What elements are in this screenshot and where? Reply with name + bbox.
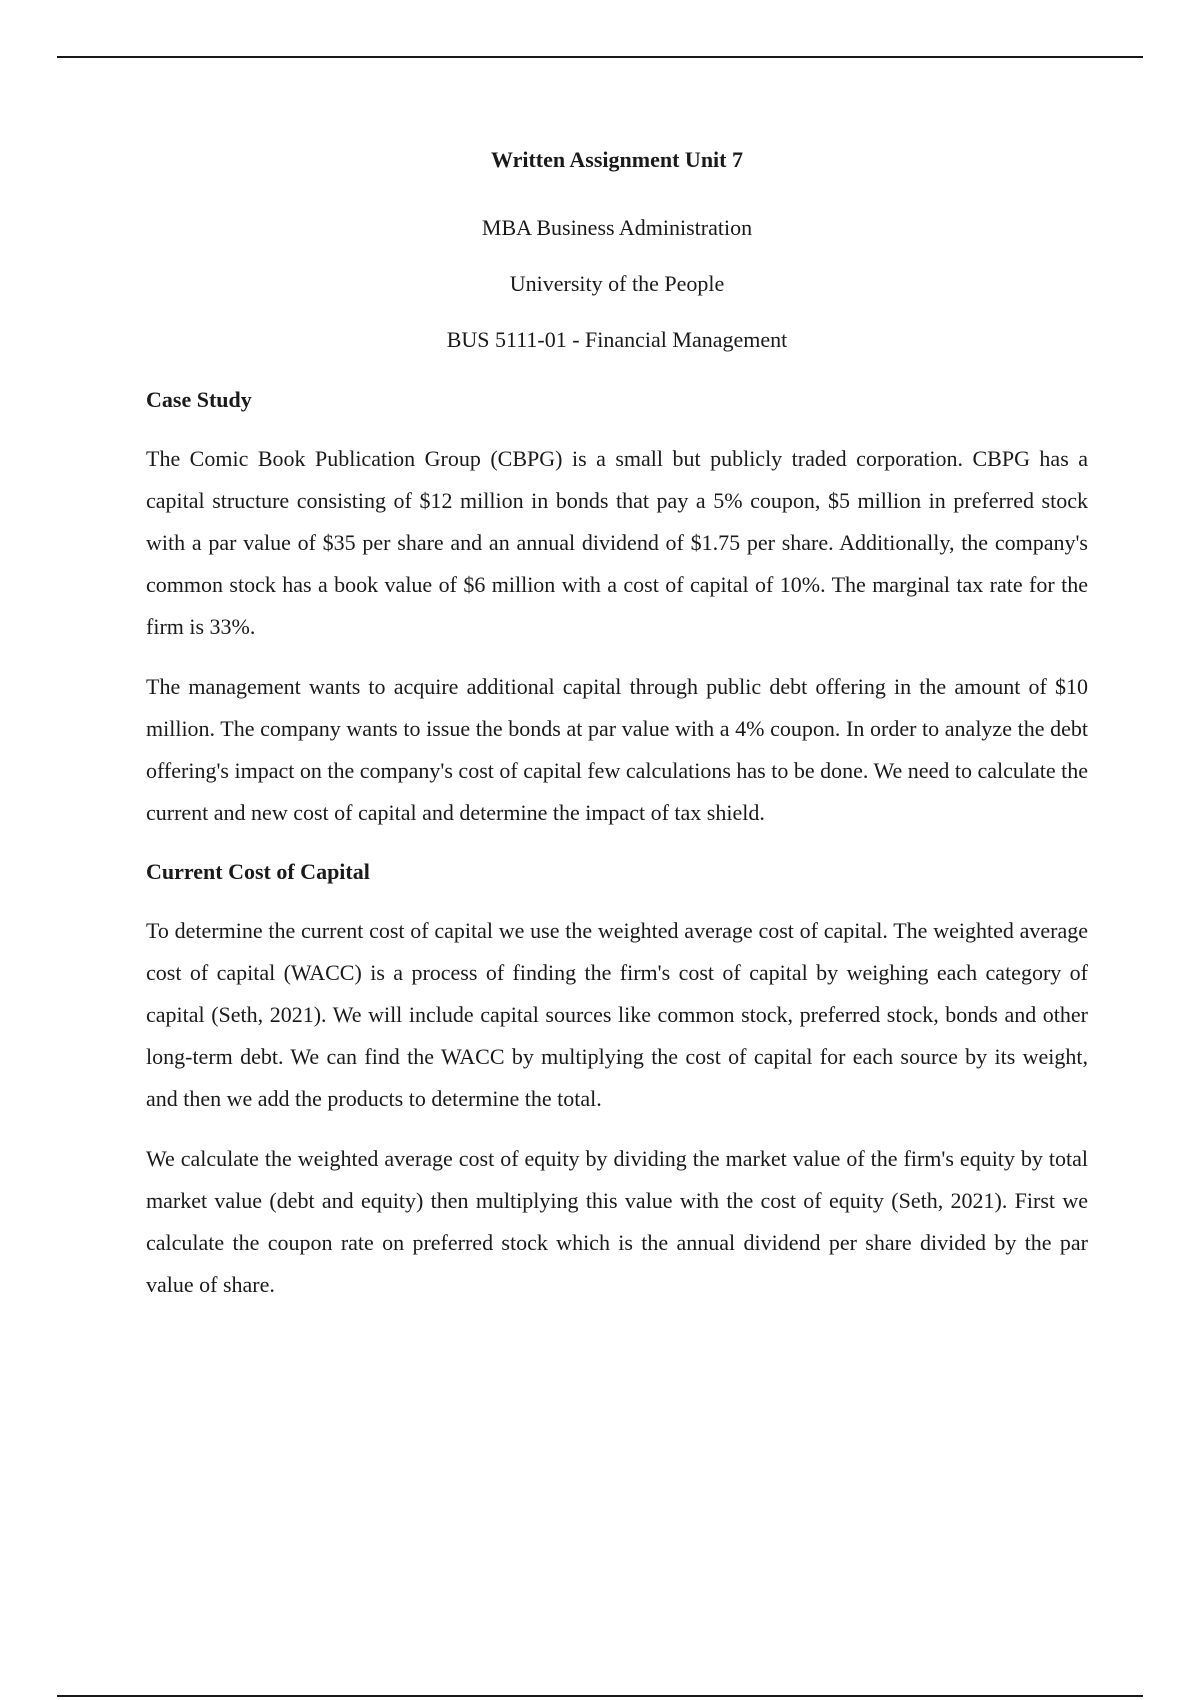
current-cost-paragraph-1: To determine the current cost of capital we use the weighted average cost of capital. The weighted average cost of capital (WACC) is a process of finding the firm's cost of capital by weighing each category of capital (Seth, 2021). We will include capital sources like common stock, preferred stock, bonds and other long-term debt. We can find the WACC by multiplying the cost of capital for each source by its weight, and then we add the products to determine the total. <box>146 918 1088 1111</box>
case-study-paragraph-1: The Comic Book Publication Group (CBPG) is a small but publicly traded corporation. CBPG has a capital structure consisting of $12 million in bonds that pay a 5% coupon, $5 million in preferred stock with a par value of $35 per share and an annual dividend of $1.75 per share. Additionally, the company's common stock has a book value of $6 million with a cost of capital of 10%. The marginal tax rate for the firm is 33%. <box>146 446 1088 639</box>
university-name: University of the People <box>509 271 725 296</box>
top-rule <box>57 56 1143 58</box>
document-title: Written Assignment Unit 7 <box>491 147 743 172</box>
section-heading-case-study: Case Study <box>146 387 252 412</box>
document-page <box>146 140 1088 1324</box>
section-heading-current-cost: Current Cost of Capital <box>146 859 370 884</box>
bottom-rule <box>57 1695 1143 1697</box>
course-name: BUS 5111-01 - Financial Management <box>446 327 788 352</box>
current-cost-paragraph-2: We calculate the weighted average cost of equity by dividing the market value of the firm's equity by total market value (debt and equity) then multiplying this value with the cost of equity (Seth, 2021). First we calculate the coupon rate on preferred stock which is the annual dividend per share divided by the par value of share. <box>146 1146 1088 1297</box>
case-study-paragraph-2: The management wants to acquire additional capital through public debt offering in the amount of $10 million. The company wants to issue the bonds at par value with a 4% coupon. In order to analyze the debt offering's impact on the company's cost of capital few calculations has to be done. We need to calculate the current and new cost of capital and determine the impact of tax shield. <box>146 674 1088 825</box>
program-name: MBA Business Administration <box>481 215 753 240</box>
